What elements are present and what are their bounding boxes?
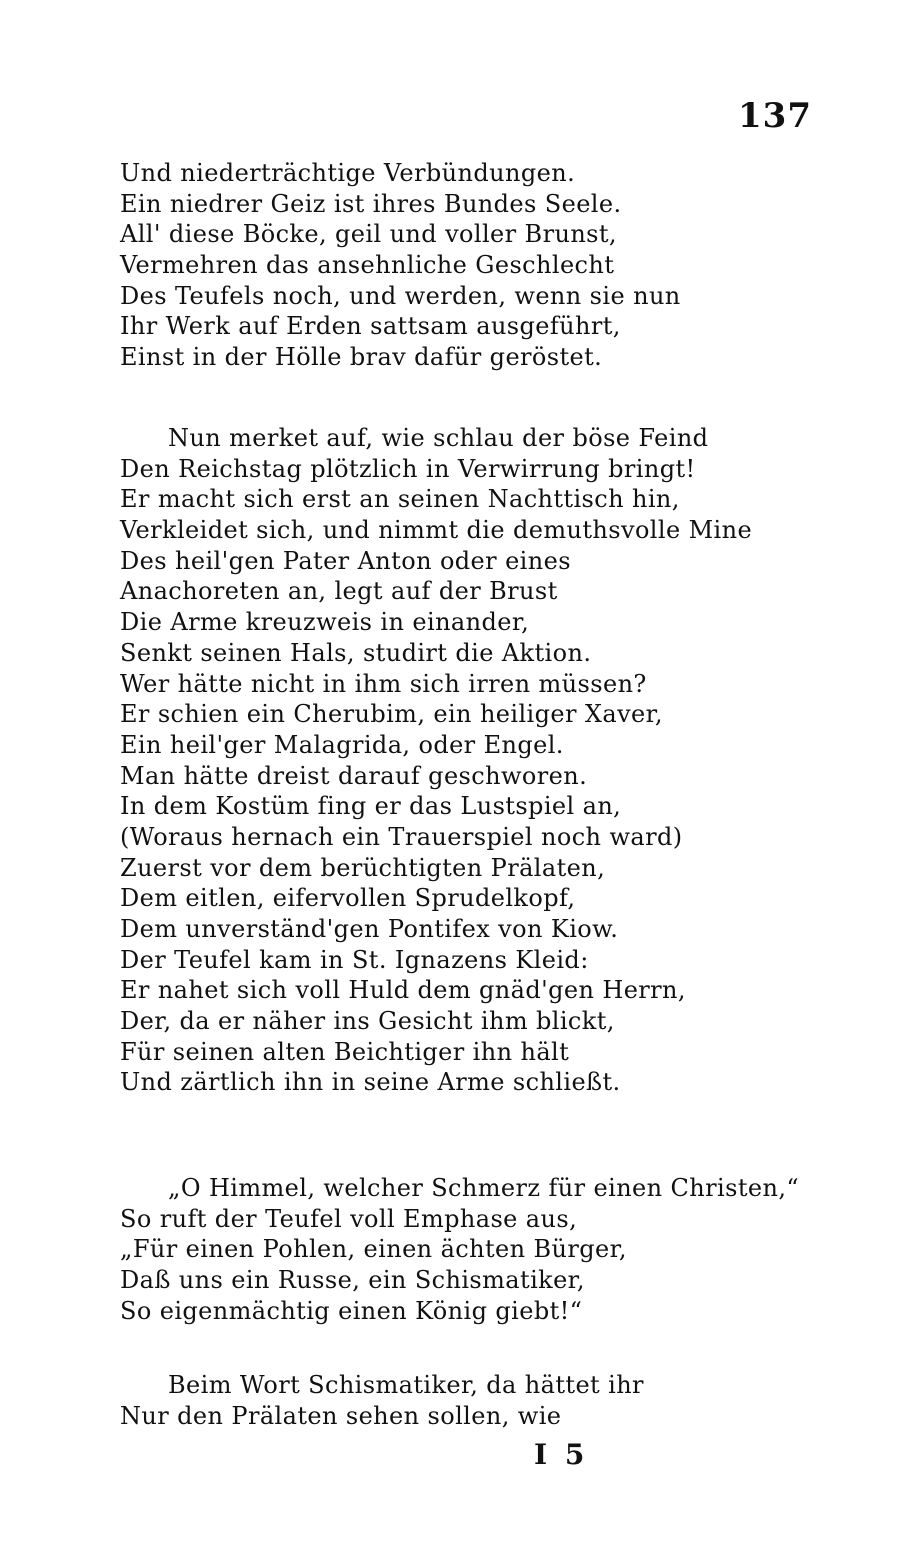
verse-line: Man hätte dreist darauf geschworen. bbox=[120, 761, 588, 790]
verse-line: Des Teufels noch, und werden, wenn sie nun bbox=[120, 281, 681, 310]
stanza bbox=[120, 423, 840, 1098]
verse-line: Dem unverständ'gen Pontifex von Kiow. bbox=[120, 915, 619, 943]
stanza bbox=[120, 158, 840, 373]
page-number: 137 bbox=[738, 96, 812, 136]
verse-line: Einst in der Hölle brav dafür geröstet. bbox=[120, 343, 603, 372]
verse-line: Wer hätte nicht in ihm sich irren müssen? bbox=[120, 669, 647, 698]
verse-line: „Für einen Pohlen, einen ächten Bürger, bbox=[120, 1235, 627, 1264]
verse-line: Vermehren das ansehnliche Geschlecht bbox=[120, 251, 615, 280]
verse-line: Der Teufel kam in St. Ignazens Kleid: bbox=[120, 945, 589, 974]
verse-line: Und zärtlich ihn in seine Arme schließt. bbox=[120, 1068, 621, 1097]
verse-line: So eigenmächtig einen König giebt!“ bbox=[120, 1296, 583, 1325]
verse-line: Zuerst vor dem berüchtigten Prälaten, bbox=[120, 853, 606, 882]
stanza bbox=[120, 1370, 840, 1431]
stanza bbox=[120, 1173, 840, 1326]
verse-line: All' diese Böcke, geil und voller Brunst, bbox=[120, 220, 617, 249]
verse-line: Nun merket auf, wie schlau der böse Feind bbox=[168, 424, 709, 452]
verse-line: Ihr Werk auf Erden sattsam ausgeführt, bbox=[120, 312, 621, 341]
verse-line: Er macht sich erst an seinen Nachttisch hin, bbox=[120, 485, 680, 514]
verse-line: Verkleidet sich, und nimmt die demuthsvolle Mine bbox=[120, 516, 753, 545]
verse-line: Der, da er näher ins Gesicht ihm blickt, bbox=[120, 1007, 615, 1036]
verse-line: Er nahet sich voll Huld dem gnäd'gen Herrn, bbox=[120, 976, 686, 1005]
verse-line: Senkt seinen Hals, studirt die Aktion. bbox=[120, 638, 592, 667]
verse-line: Des heil'gen Pater Anton oder eines bbox=[120, 546, 571, 575]
verse-line: Die Arme kreuzweis in einander, bbox=[120, 608, 530, 637]
verse-line: Ein heil'ger Malagrida, oder Engel. bbox=[120, 730, 564, 759]
verse-line: „O Himmel, welcher Schmerz für einen Christen,“ bbox=[168, 1174, 800, 1202]
verse-line: Beim Wort Schismatiker, da hättet ihr bbox=[168, 1371, 644, 1399]
verse-line: So ruft der Teufel voll Emphase aus, bbox=[120, 1204, 578, 1233]
verse-line: Den Reichstag plötzlich in Verwirrung bringt! bbox=[120, 454, 696, 483]
signature-mark: I 5 bbox=[534, 1438, 589, 1471]
verse-line: Er schien ein Cherubim, ein heiliger Xaver, bbox=[120, 700, 663, 729]
verse-line: (Woraus hernach ein Trauerspiel noch ward) bbox=[120, 822, 683, 851]
verse-line: Und niederträchtige Verbündungen. bbox=[120, 159, 576, 187]
verse-line: Für seinen alten Beichtiger ihn hält bbox=[120, 1037, 570, 1066]
verse-line: Ein niedrer Geiz ist ihres Bundes Seele. bbox=[120, 189, 622, 218]
verse-line: Anachoreten an, legt auf der Brust bbox=[120, 577, 558, 606]
verse-line: Daß uns ein Russe, ein Schismatiker, bbox=[120, 1266, 585, 1295]
verse-line: Dem eitlen, eifervollen Sprudelkopf, bbox=[120, 884, 576, 913]
verse-line: Nur den Prälaten sehen sollen, wie bbox=[120, 1401, 562, 1430]
verse-line: In dem Kostüm fing er das Lustspiel an, bbox=[120, 792, 622, 821]
